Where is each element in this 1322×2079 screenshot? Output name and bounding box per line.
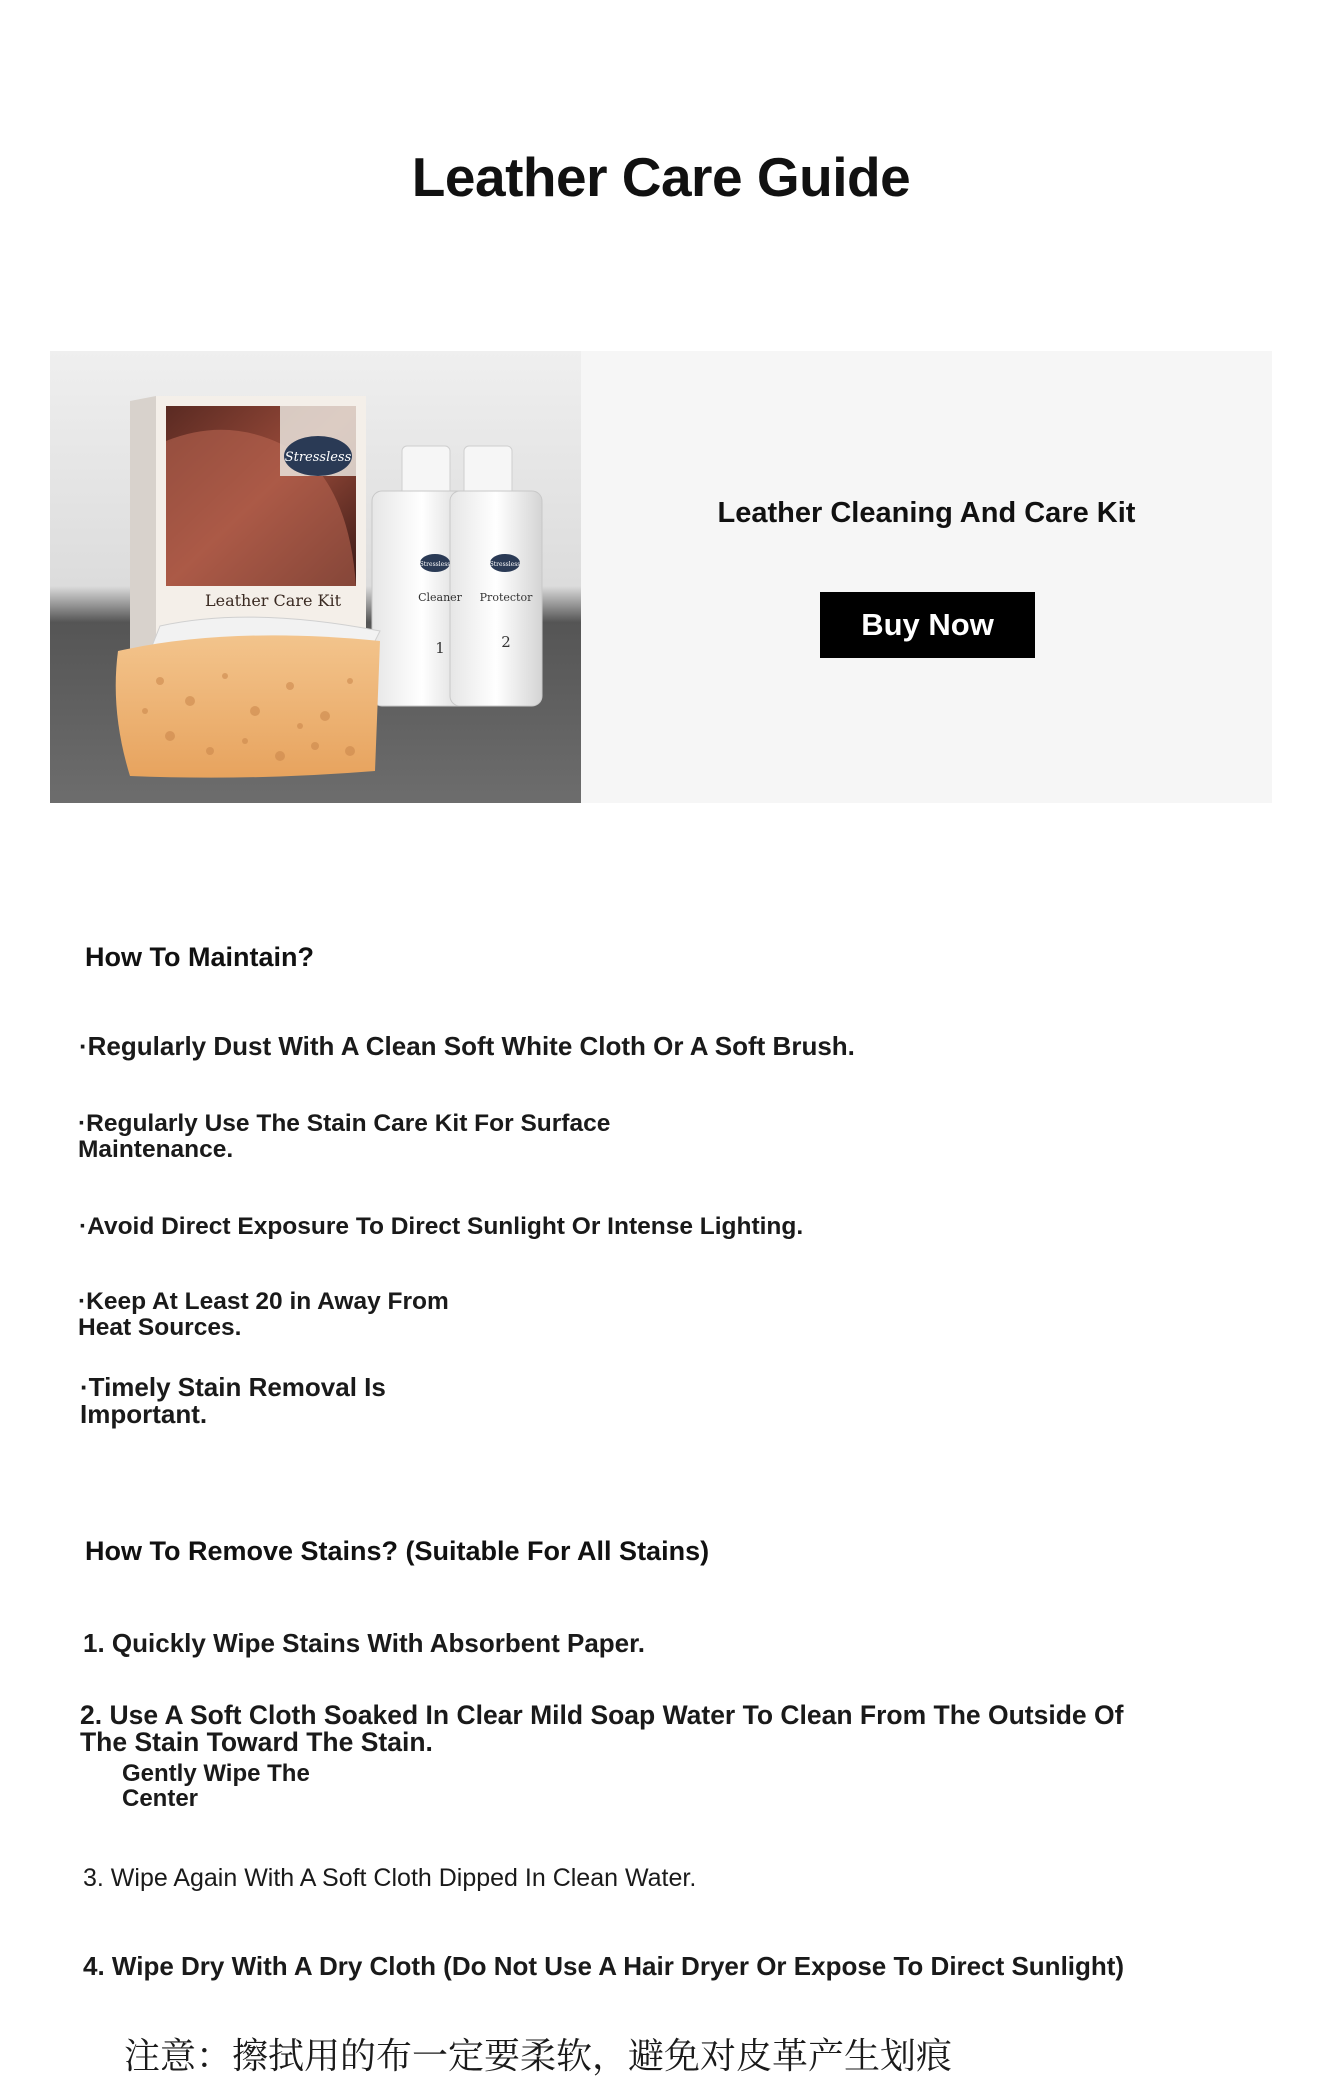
maintain-item: ·Timely Stain Removal Is Important. <box>80 1372 386 1430</box>
cloth-note: 注意：擦拭用的布一定要柔软，避免对皮革产生划痕 <box>124 2036 953 2077</box>
box-title-label: Leather Care Kit <box>204 591 342 610</box>
product-image <box>50 351 581 803</box>
maintain-item: ·Regularly Dust With A Clean Soft White Cloth Or A Soft Brush. <box>79 1031 855 1061</box>
bottle1-number: 1 <box>435 639 445 657</box>
bottle2-brand-label: Stressless <box>489 561 521 568</box>
stain-step-note: Gently Wipe The Center <box>122 1760 310 1813</box>
product-banner <box>50 351 1272 803</box>
stain-step: 2. Use A Soft Cloth Soaked In Clear Mild Soap Water To Clean From The Outside Of The Stain Toward The Stain. <box>80 1700 1124 1757</box>
stain-step: 3. Wipe Again With A Soft Cloth Dipped In Clean Water. <box>83 1864 697 1892</box>
maintain-item: ·Regularly Use The Stain Care Kit For Surface Maintenance. <box>78 1110 611 1163</box>
maintain-heading: How To Maintain? <box>85 942 314 972</box>
leather-care-kit-illustration <box>50 351 581 803</box>
box-brand-label: Stressless <box>284 450 352 465</box>
bottle2-label: Protector <box>479 591 533 604</box>
bottle2-number: 2 <box>501 633 511 651</box>
stains-heading: How To Remove Stains? (Suitable For All Stains) <box>85 1536 710 1566</box>
page-title: Leather Care Guide <box>411 146 911 208</box>
kit-title: Leather Cleaning And Care Kit <box>717 497 1136 529</box>
stain-step: 1. Quickly Wipe Stains With Absorbent Paper. <box>83 1628 646 1658</box>
buy-now-button[interactable]: Buy Now <box>820 592 1035 658</box>
maintain-item: ·Keep At Least 20 in Away From Heat Sources. <box>78 1288 449 1341</box>
stain-step: 4. Wipe Dry With A Dry Cloth (Do Not Use A Hair Dryer Or Expose To Direct Sunlight) <box>83 1951 1125 1981</box>
maintain-item: ·Avoid Direct Exposure To Direct Sunlight Or Intense Lighting. <box>79 1213 804 1240</box>
bottle1-brand-label: Stressless <box>419 561 451 568</box>
bottle1-label: Cleaner <box>418 591 462 604</box>
